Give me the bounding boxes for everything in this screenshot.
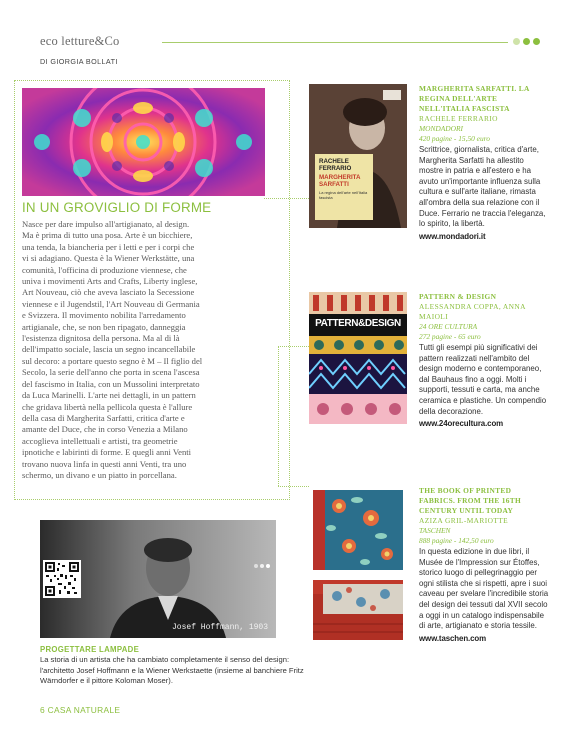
main-article-line: artigianale, che, se non ben ripagato, danneggia bbox=[22, 321, 186, 332]
main-article-line: vi si adagiano. Questa è la Wiener Werkstätte, una bbox=[22, 253, 195, 264]
qr-code-icon[interactable] bbox=[43, 560, 81, 598]
book-2-title: PATTERN & DESIGN bbox=[419, 292, 497, 301]
book-2-publisher: 24 ORE CULTURA bbox=[419, 322, 478, 331]
book-1-cover-subtitle: La regina dell'arte nell'Italia fascista bbox=[319, 190, 368, 200]
book-3-description: In questa edizione in due libri, il Musée de l'Impression sur Étoffes, storico luogo di pellegrinaggio per ogni stilista che si rispetti, apre i suoi caveau per svelare l'incredibile storia del design dei tessuti dal XVII secolo a oggi in un catalogo indispensabile di arte, artigianato e storia tessile. bbox=[419, 547, 549, 631]
main-article-line: e Svizzera. Il movimento nobilita l'arredamento bbox=[22, 310, 186, 321]
main-article-line: accoglieva intellettuali e artisti, tra geometrie bbox=[22, 435, 178, 446]
photo-inset-caption: Josef Hoffmann, 1903 bbox=[172, 623, 269, 632]
book-1-description: Scrittrice, giornalista, critica d'arte, Margherita Sarfatti ha allestito mostre in patria e all'estero e ha avuto un'importante influenza sulla cultura e sull'arte italiane, rimasta all'ombra della sua relazione con il Duce. Ferrario ne traccia l'eleganza, lo spirito, la libertà. bbox=[419, 145, 546, 229]
photo-caption-text: La storia di un artista che ha cambiato completamente il senso del design: l'architetto Josef Hoffmann e la Wiener Werkstaette (insieme al banchiere Fritz Wärndorfer e il pittore Koloman Moser). bbox=[40, 655, 304, 686]
book-3-price: 888 pagine - 142,50 euro bbox=[419, 536, 494, 545]
book-3-info bbox=[419, 486, 549, 644]
main-article-line: della casa di Margherita Sarfatti, critica d'arte e bbox=[22, 412, 185, 423]
book-1-title: MARGHERITA SARFATTI. LA REGINA DELL'ARTE NELL'ITALIA FASCISTA bbox=[419, 84, 530, 113]
book-1-info bbox=[419, 84, 549, 242]
page-header bbox=[40, 34, 540, 48]
book-1-author: RACHELE FERRARIO bbox=[419, 114, 498, 123]
main-article-line: da Luca Marinelli. L'arte nei dettagli, in un pattern bbox=[22, 390, 196, 401]
main-article-line: univa i movimenti Arts and Crafts, Liberty inglese, bbox=[22, 276, 198, 287]
book-3-publisher: TASCHEN bbox=[419, 526, 451, 535]
main-article-body bbox=[22, 219, 276, 481]
main-article-line: ipnotiche e labirinti di forme. E quegli anni Venti bbox=[22, 447, 192, 458]
main-article-line: Art Nouveau, ciò che aveva lasciato la Secessione bbox=[22, 287, 195, 298]
photo-caption-title: PROGETTARE LAMPADE bbox=[40, 645, 140, 654]
main-article-line: trovano nuova linfa in questi anni Venti, tra uno bbox=[22, 458, 187, 469]
book-1-cover-author: RACHELE FERRARIO bbox=[319, 158, 352, 172]
book-1-price: 420 pagine - 15,50 euro bbox=[419, 134, 490, 143]
main-article-line: dell'impatto sociale, lascia un segno incancellabile bbox=[22, 344, 196, 355]
main-article-line: l'esistenza dignitosa della persona. Ma al di là bbox=[22, 333, 180, 344]
main-article-line: sul decoro: a portare questo segno è M – Il figlio del bbox=[22, 355, 203, 366]
book-1-publisher: MONDADORI bbox=[419, 124, 463, 133]
main-article-line: del fascismo in Italia, con un Mussolini interpretato bbox=[22, 378, 200, 389]
main-article-line: Ma è prima di tutto una posa. Arte è un bicchiere, bbox=[22, 230, 193, 241]
book-3-author: AZIZA GRIL-MARIOTTE bbox=[419, 516, 509, 525]
book-2-author: ALESSANDRA COPPA, ANNA MAIOLI bbox=[419, 302, 526, 321]
section-title: eco letture&Co bbox=[40, 34, 120, 48]
book-1-cover-label bbox=[315, 154, 373, 220]
book-1-cover-title: MARGHERITA SARFATTI bbox=[319, 174, 361, 188]
book-2-url[interactable]: www.24orecultura.com bbox=[419, 419, 504, 429]
photo-caption bbox=[40, 645, 310, 687]
header-rule bbox=[162, 42, 508, 43]
main-article-line: viennese e il Jugendstil, l'Art Nouveau di Germania bbox=[22, 298, 200, 309]
book-cover-sarfatti bbox=[309, 84, 407, 228]
magazine-name: CASA NATURALE bbox=[47, 705, 121, 715]
book-2-info bbox=[419, 292, 549, 430]
main-article-line: una tenda, la biancheria per i letti e per i corpi che bbox=[22, 241, 195, 252]
book-2-description: Tutti gli esempi più significativi dei pattern realizzati nell'ambito del design moderno e contemporaneo, dal Bauhaus fino a oggi. Molti i supporti, tessuti e carta, ma anche ceramica e plastiche. Un compendio della decorazione. bbox=[419, 343, 547, 416]
page-number: 6 bbox=[40, 705, 45, 715]
main-article-line: comunità, l'officina di produzione viennese, che bbox=[22, 264, 187, 275]
page-footer bbox=[40, 705, 120, 715]
book-3-title: THE BOOK OF PRINTED FABRICS. FROM THE 16TH CENTURY UNTIL TODAY bbox=[419, 486, 522, 515]
byline: DI GIORGIA BOLLATI bbox=[40, 57, 118, 66]
hoffmann-photo bbox=[40, 520, 276, 638]
main-article-line: schermo, un divano e un piatto in porcellana. bbox=[22, 469, 177, 480]
book-2-cover-title: PATTERN&DESIGN bbox=[315, 318, 401, 329]
book-1-url[interactable]: www.mondadori.it bbox=[419, 231, 486, 241]
connector-book-2 bbox=[278, 346, 309, 347]
connector-book-3 bbox=[278, 486, 309, 487]
connector-vertical bbox=[278, 346, 279, 486]
main-article-line: che gridava libertà nella pellicola questa è l'allure bbox=[22, 401, 193, 412]
main-article-title: IN UN GROVIGLIO DI FORME bbox=[22, 200, 212, 215]
book-2-price: 272 pagine - 65 euro bbox=[419, 332, 481, 341]
kaleidoscope-image bbox=[22, 88, 265, 196]
header-dots-icon bbox=[513, 38, 540, 45]
main-article-line: Nasce per dare impulso all'artigianato, al design. bbox=[22, 219, 190, 229]
connector-book-1 bbox=[264, 198, 309, 199]
main-article-line: Secolo, la serie dell'anno che porta in scena l'ascesa bbox=[22, 367, 200, 378]
main-article-line: amante del Duce, che in corso Venezia a Milano bbox=[22, 424, 188, 435]
book-cover-pattern-design bbox=[309, 292, 407, 424]
photo-dots-icon bbox=[254, 564, 270, 568]
book-3-url[interactable]: www.taschen.com bbox=[419, 633, 487, 643]
book-cover-printed-fabrics bbox=[309, 484, 407, 654]
